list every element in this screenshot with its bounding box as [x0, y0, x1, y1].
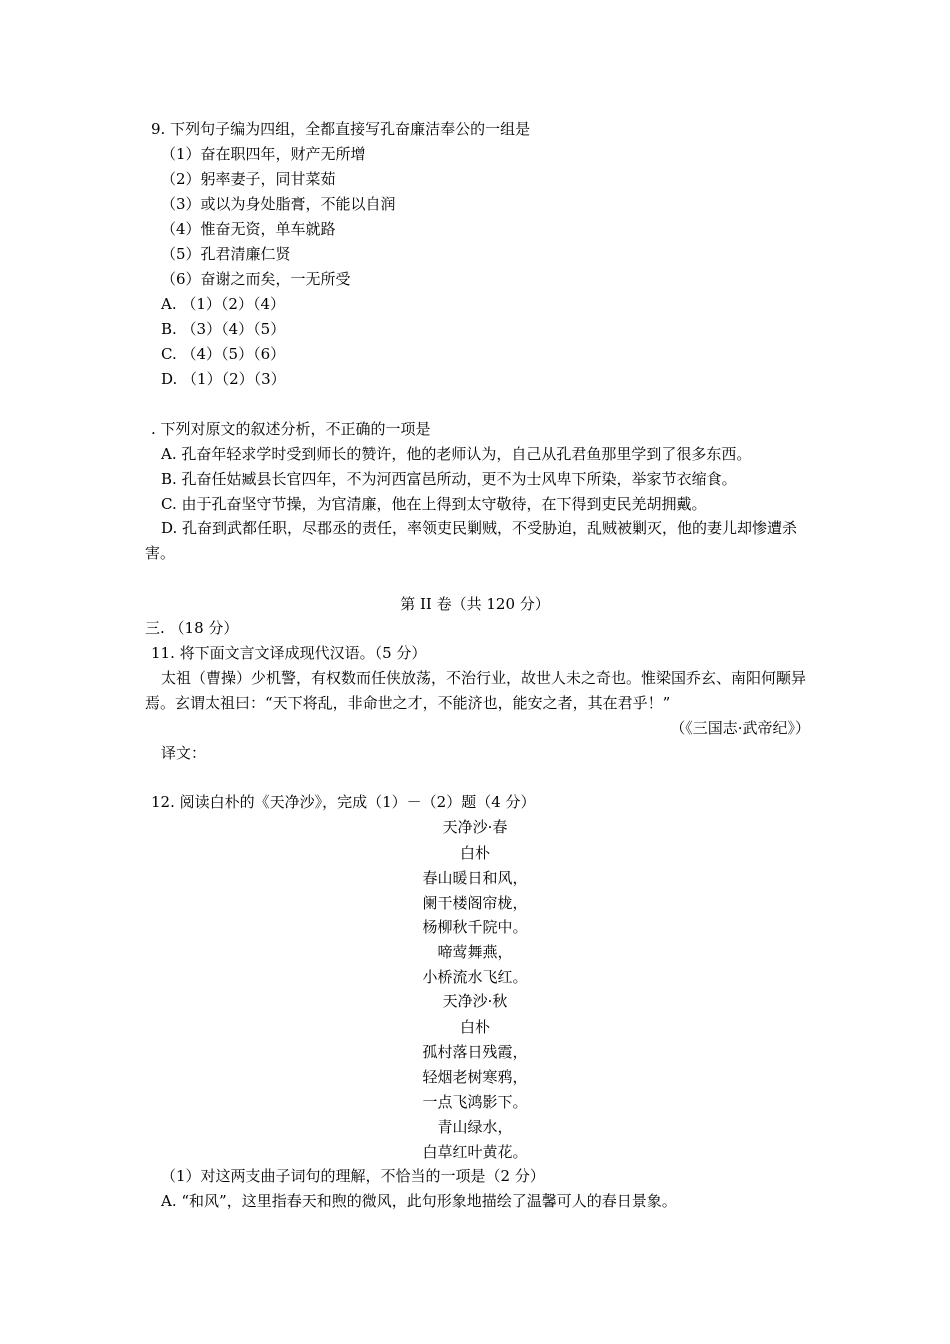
- poem-line: 青山绿水，: [437, 1118, 513, 1136]
- q12-stem: 12. 阅读白朴的《天净沙》，完成（1）－（2）题（4 分）: [151, 793, 536, 811]
- q10-stem: . 下列对原文的叙述分析，不正确的一项是: [151, 420, 431, 438]
- poem-line: 小桥流水飞红。: [422, 968, 528, 986]
- q12-sub-question: （1）对这两支曲子词句的理解，不恰当的一项是（2 分）: [161, 1167, 545, 1185]
- poem-title: 天净沙·秋: [442, 992, 508, 1010]
- part2-title: 第 II 卷（共 120 分）: [400, 595, 550, 613]
- poem-line: 啼莺舞燕，: [437, 943, 513, 961]
- q9-item: （3）或以为身处脂膏，不能以自润: [161, 195, 396, 213]
- q11-source: （《三国志·武帝纪》）: [670, 719, 810, 737]
- q9-item: （4）惟奋无资，单车就路: [161, 220, 336, 238]
- q9-option: B. （3）（4）（5）: [161, 320, 286, 338]
- q10-option: B. 孔奋任姑臧县长官四年，不为河西富邑所动，更不为士风卑下所染，举家节衣缩食。: [161, 470, 737, 488]
- q11-answer-label: 译文：: [161, 744, 207, 762]
- poem-line: 杨柳秋千院中。: [422, 918, 528, 936]
- q9-item: （2）躬率妻子，同甘菜茹: [161, 170, 336, 188]
- q10-option: D. 孔奋到武都任职，尽郡丞的责任，率领吏民剿贼，不受胁迫，乱贼被剿灭，他的妻儿却惨遭杀害。: [145, 519, 798, 562]
- q9-item: （6）奋谢之而矣，一无所受: [161, 270, 351, 288]
- q11-passage: 太祖（曹操）少机警，有权数而任侠放荡，不治行业，故世人未之奇也。惟梁国乔玄、南阳何颙异焉。玄谓太祖曰：“天下将乱，非命世之才，不能济也，能安之者，其在君乎！”: [145, 669, 807, 712]
- poem-line: 春山暖日和风，: [422, 869, 528, 887]
- q9-item: （1）奋在职四年，财产无所增: [161, 145, 366, 163]
- q9-option: D. （1）（2）（3）: [161, 370, 286, 388]
- poem-line: 阑干楼阁帘栊，: [422, 894, 528, 912]
- poem-author: 白朴: [459, 1018, 490, 1036]
- q10-option: C. 由于孔奋坚守节操，为官清廉，他在上得到太守敬待，在下得到吏民羌胡拥戴。: [161, 495, 707, 513]
- q12-option: A. “和风”，这里指春天和煦的微风，此句形象地描绘了温馨可人的春日景象。: [161, 1192, 677, 1210]
- poem-line: 一点飞鸿影下。: [422, 1093, 528, 1111]
- q10-option: A. 孔奋年轻求学时受到师长的赞许，他的老师认为，自己从孔君鱼那里学到了很多东西。: [161, 445, 752, 463]
- poem-line: 白草红叶黄花。: [422, 1143, 528, 1161]
- q9-stem: 9. 下列句子编为四组，全都直接写孔奋廉洁奉公的一组是: [151, 120, 531, 138]
- poem-line: 轻烟老树寒鸦，: [422, 1068, 528, 1086]
- poem-author: 白朴: [459, 844, 490, 862]
- q11-stem: 11. 将下面文言文译成现代汉语。（5 分）: [151, 644, 427, 662]
- q9-item: （5）孔君清廉仁贤: [161, 245, 291, 263]
- q9-option: C. （4）（5）（6）: [161, 345, 286, 363]
- poem-title: 天净沙·春: [442, 818, 508, 836]
- section-heading: 三. （18 分）: [145, 619, 239, 637]
- q9-option: A. （1）（2）（4）: [161, 295, 285, 313]
- poem-line: 孤村落日残霞，: [422, 1043, 528, 1061]
